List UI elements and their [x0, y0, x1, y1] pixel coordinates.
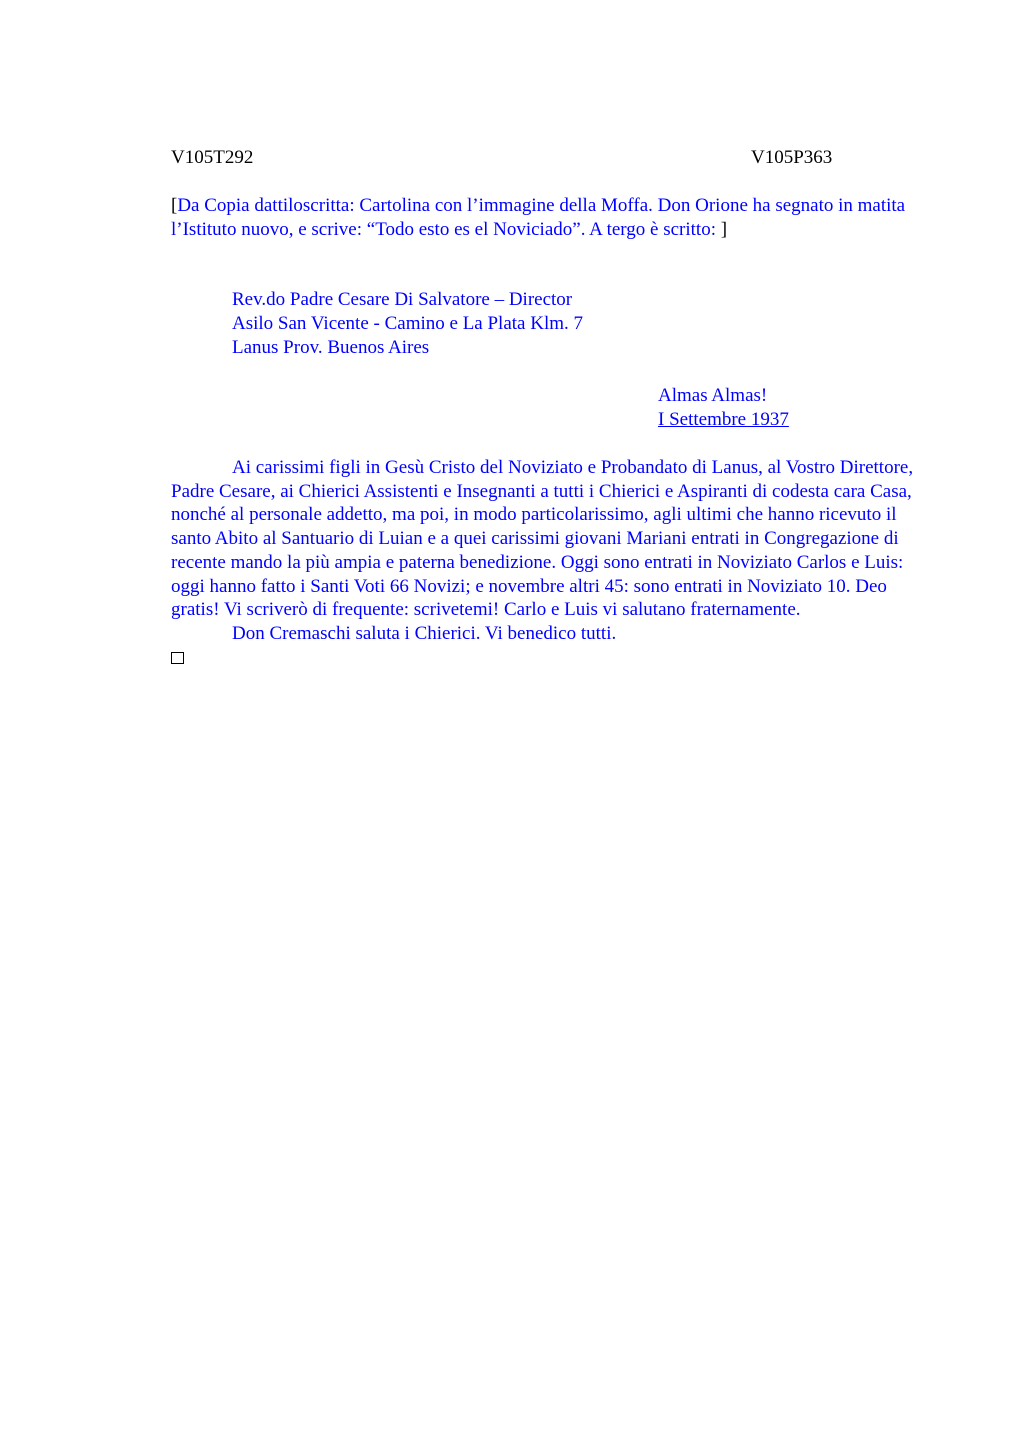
body-paragraph-1: Ai carissimi figli in Gesù Cristo del Noviziato e Probandato di Lanus, al Vostro Direttore, Padre Cesare, ai Chierici Assistenti e Insegnanti a tutti i Chierici e Aspiranti di codesta cara Casa, nonché al personale addetto, ma poi, in modo particolarissimo, agli ultimi che hanno ricevuto il santo Abito al Santuario di Luian e a quei carissimi giovani Mariani entrati in Congregazione di recente mando la più ampia e paterna benedizione. Oggi sono entrati in Noviziato Carlos e Luis: oggi hanno fatto i Santi Voti 66 Novizi; e novembre altri 45: sono entrati in Noviziato 10. Deo gratis! Vi scriverò di frequente: scrivetemi! Carlo e Luis vi salutano fraternamente. [171, 457, 914, 621]
document-page [171, 146, 916, 664]
reference-codes [171, 146, 916, 170]
volume-code-right: V105P363 [751, 147, 833, 168]
volume-code-left: V105T292 [171, 147, 254, 168]
greeting-block [658, 384, 916, 432]
recipient-address [232, 288, 916, 360]
note-close-bracket: ] [715, 219, 728, 240]
end-marker-box-icon [171, 652, 184, 664]
body-paragraph-2: Don Cremaschi saluta i Chierici. Vi benedico tutti. [232, 622, 617, 644]
motto: Almas Almas! [658, 385, 768, 406]
note-open-bracket: [ [171, 195, 178, 216]
address-line-1: Rev.do Padre Cesare Di Salvatore – Director [232, 289, 573, 310]
letter-date: I Settembre 1937 [658, 409, 789, 430]
address-line-3: Lanus Prov. Buenos Aires [232, 337, 430, 358]
editorial-note [171, 194, 916, 242]
letter-body [171, 456, 916, 646]
address-line-2: Asilo San Vicente - Camino e La Plata Klm. 7 [232, 313, 583, 334]
note-text: Da Copia dattiloscritta: Cartolina con l’immagine della Moffa. Don Orione ha segnato in matita l’Istituto nuovo, e scrive: “Todo esto es el Noviciado”. A tergo è scritto: [171, 195, 906, 240]
